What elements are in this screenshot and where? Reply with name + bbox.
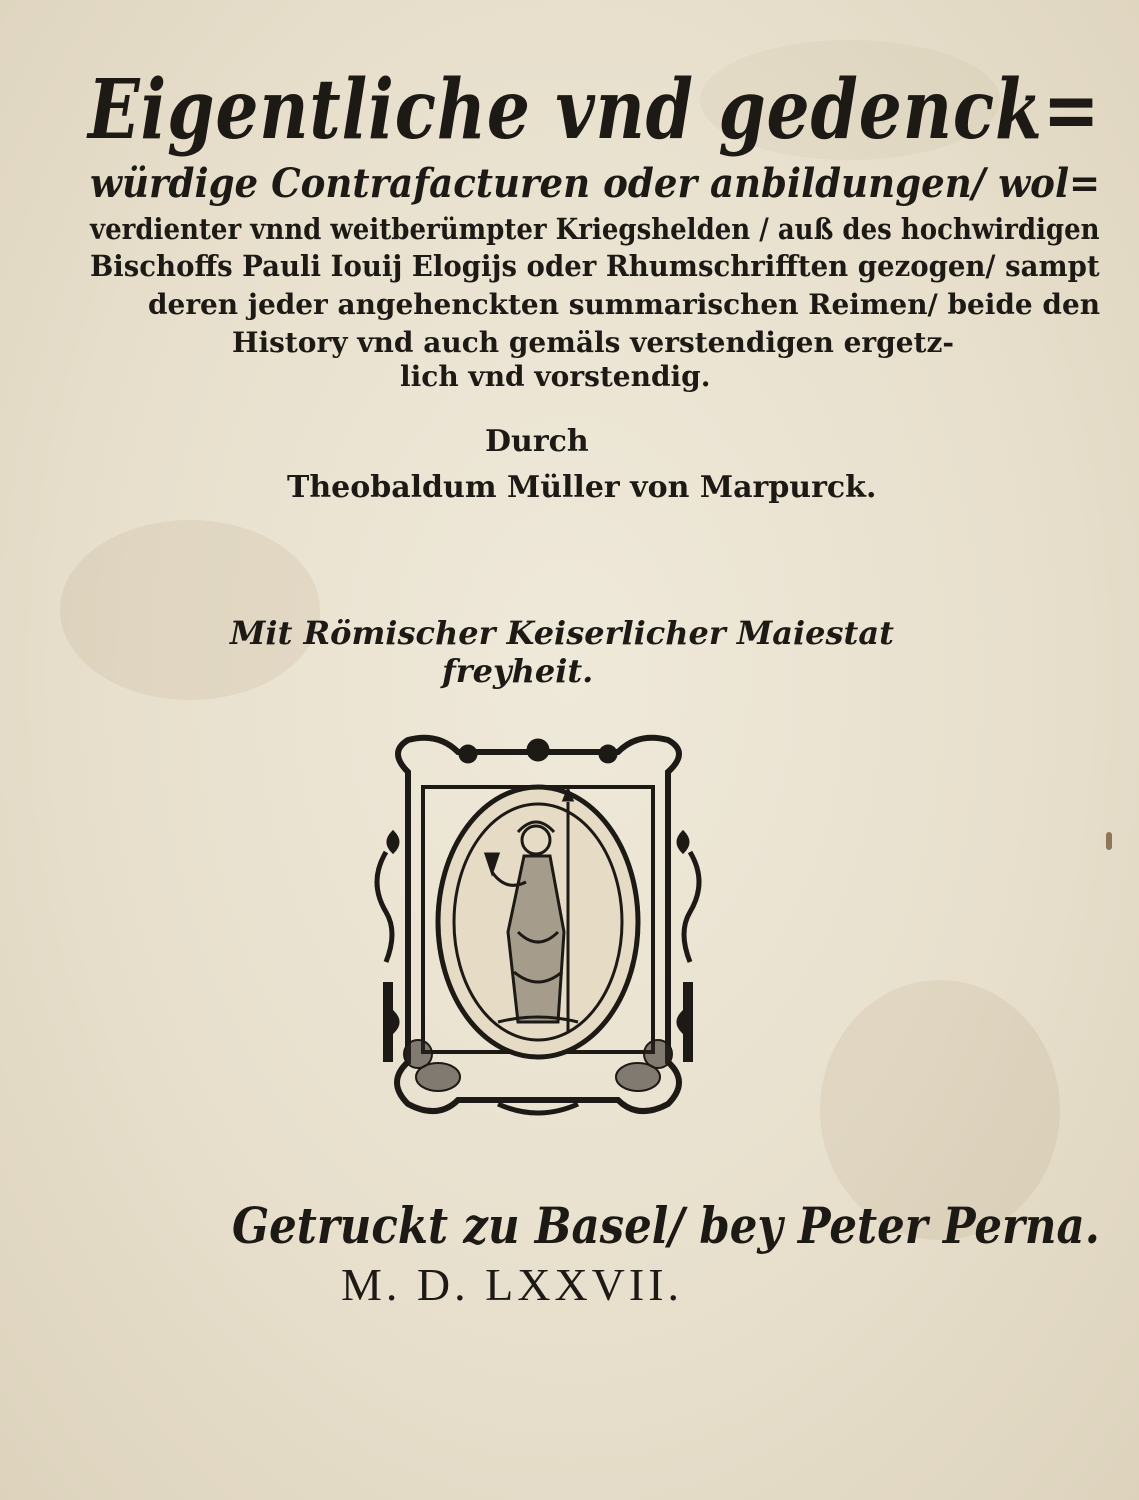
privilege-line-2: freyheit. — [442, 652, 594, 690]
title-line-3: verdienter vnnd weitberümpter Kriegshelden / auß des hochwirdigen — [90, 212, 1100, 246]
privilege-line-1: Mit Römischer Keiserlicher Maiestat — [230, 614, 894, 652]
title-line-5: deren jeder angehenckten summarischen Reimen/ beide den — [148, 288, 1101, 321]
title-line-4: Bischoffs Pauli Iouij Elogijs oder Rhumschrifften gezogen/ sampt — [90, 249, 1100, 283]
title-line-7: lich vnd vorstendig. — [400, 360, 711, 393]
author-prefix: Durch — [485, 424, 589, 459]
printer-mark-woodcut-icon — [368, 732, 708, 1120]
ink-spot — [1106, 832, 1112, 850]
title-line-6: History vnd auch gemäls verstendigen ergetz- — [232, 326, 954, 359]
imprint-year: M. D. LXXVII. — [341, 1259, 684, 1310]
title-line-1: Eigentliche vnd gedenck= — [88, 62, 1101, 158]
author-name: Theobaldum Müller von Marpurck. — [287, 470, 877, 505]
paper-stain — [60, 520, 320, 700]
title-line-2: würdige Contrafacturen oder anbildungen/ wol= — [90, 160, 1101, 207]
imprint-line: Getruckt zu Basel/ bey Peter Perna. — [232, 1196, 1100, 1255]
